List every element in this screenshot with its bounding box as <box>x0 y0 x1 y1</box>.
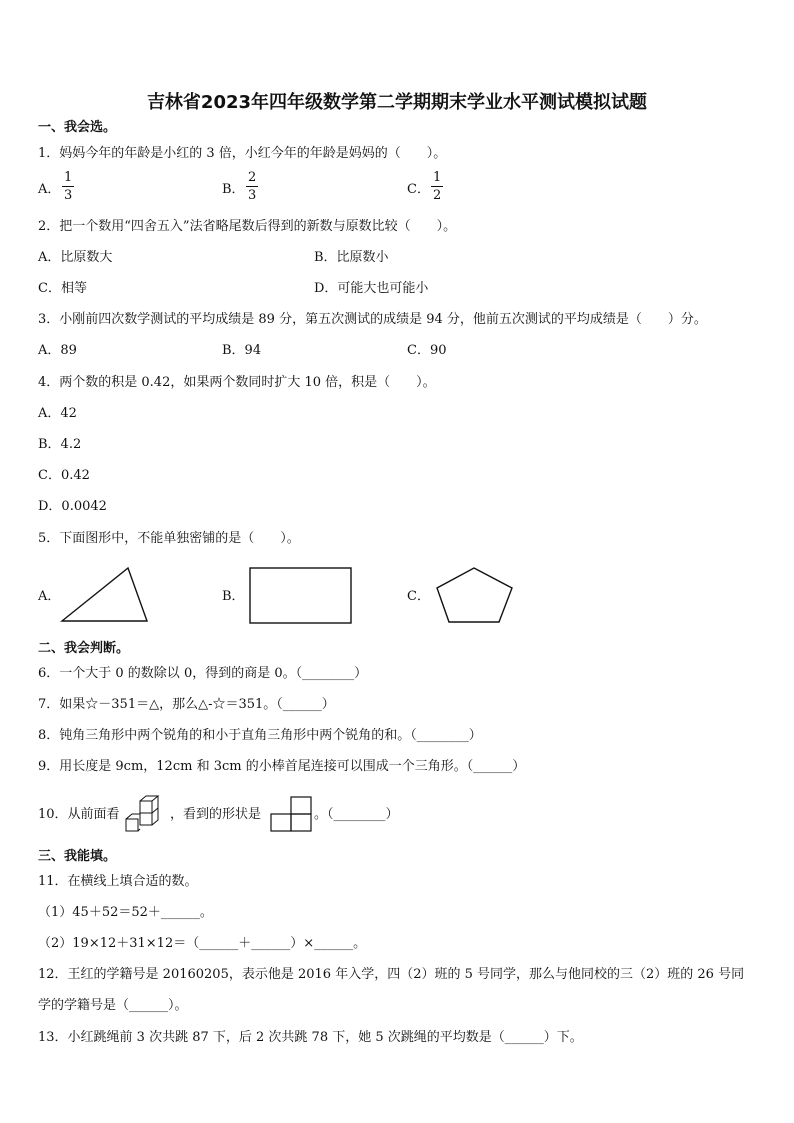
question-2-option-d: D．可能大也可能小 <box>314 281 429 296</box>
question-10-prefix: 10．从前面看 <box>38 807 120 822</box>
page-title: 吉林省2023年四年级数学第二学期期末学业水平测试模拟试题 <box>146 92 648 113</box>
question-1-stem: 1．妈妈今年的年龄是小红的 3 倍，小红今年的年龄是妈妈的（ ）。 <box>38 146 447 161</box>
cube-stack-figure <box>124 795 164 833</box>
question-8: 8．钝角三角形中两个锐角的和小于直角三角形中两个锐角的和。（________） <box>38 728 482 743</box>
question-2-option-c: C．相等 <box>38 281 87 296</box>
fraction-denominator: 3 <box>64 188 73 203</box>
question-4-option-a: A．42 <box>38 406 77 421</box>
question-5-option-c-label: C． <box>407 589 430 604</box>
rectangle-figure <box>249 567 353 625</box>
question-1-option-b-label: B． <box>222 182 245 197</box>
question-12-line-1: 12．王红的学籍号是 20160205，表示他是 2016 年入学，四（2）班的 5 号同学，那么与他同校的三（2）班的 26 号同 <box>38 967 745 982</box>
question-10-suffix: 。（________） <box>314 807 399 822</box>
question-1-option-b-fraction <box>246 170 258 203</box>
question-2-option-a: A．比原数大 <box>38 250 113 265</box>
question-2-option-b: B．比原数小 <box>314 250 389 265</box>
question-1-option-c-fraction <box>431 170 443 203</box>
fraction-bar <box>246 186 258 187</box>
section-heading-choice: 一、我会选。 <box>38 120 117 135</box>
question-5-option-b-label: B． <box>222 589 245 604</box>
triangle-figure <box>60 566 150 624</box>
fraction-numerator: 1 <box>64 170 73 185</box>
question-3-stem: 3．小刚前四次数学测试的平均成绩是 89 分，第五次测试的成绩是 94 分，他前五次测试的平均成绩是（ ）分。 <box>38 312 707 327</box>
question-4-option-c: C．0.42 <box>38 468 90 483</box>
question-11-part-1: （1）45＋52＝52＋______。 <box>38 905 213 920</box>
question-1-option-c-label: C． <box>407 182 430 197</box>
question-11-part-2: （2）19×12＋31×12＝（______＋______）×______。 <box>38 936 367 951</box>
question-3-option-c: C．90 <box>407 343 447 358</box>
question-10-middle: ，看到的形状是 <box>170 807 262 822</box>
fraction-numerator: 1 <box>433 170 442 185</box>
question-5-option-a-label: A． <box>38 589 61 604</box>
section-heading-judge: 二、我会判断。 <box>38 641 130 656</box>
question-1-option-a-label: A． <box>38 182 61 197</box>
question-4-option-d: D．0.0042 <box>38 499 107 514</box>
question-7: 7．如果☆－351＝△，那么△-☆＝351。（______） <box>38 697 335 712</box>
question-1-option-a-fraction <box>62 170 74 203</box>
question-6: 6．一个大于 0 的数除以 0，得到的商是 0。（________） <box>38 666 368 681</box>
question-3-option-a: A．89 <box>38 343 77 358</box>
pentagon-figure <box>436 566 516 624</box>
fraction-numerator: 2 <box>248 170 257 185</box>
question-5-stem: 5．下面图形中，不能单独密铺的是（ ）。 <box>38 531 300 546</box>
question-4-stem: 4．两个数的积是 0.42，如果两个数同时扩大 10 倍，积是（ ）。 <box>38 375 436 390</box>
question-2-stem: 2．把一个数用“四舍五入”法省略尾数后得到的新数与原数比较（ ）。 <box>38 219 457 234</box>
question-11-stem: 11．在横线上填合适的数。 <box>38 874 198 889</box>
question-13: 13．小红跳绳前 3 次共跳 87 下，后 2 次共跳 78 下，她 5 次跳绳的平均数是（______）下。 <box>38 1030 583 1045</box>
question-12-line-2: 学的学籍号是（______）。 <box>38 998 188 1013</box>
fraction-bar <box>62 186 74 187</box>
question-4-option-b: B．4.2 <box>38 437 82 452</box>
front-view-figure <box>270 796 314 834</box>
question-3-option-b: B．94 <box>222 343 262 358</box>
fraction-denominator: 2 <box>433 188 442 203</box>
fraction-bar <box>431 186 443 187</box>
fraction-denominator: 3 <box>248 188 257 203</box>
section-heading-fill: 三、我能填。 <box>38 849 117 864</box>
question-9: 9．用长度是 9cm，12cm 和 3cm 的小棒首尾连接可以围成一个三角形。（______） <box>38 759 526 774</box>
